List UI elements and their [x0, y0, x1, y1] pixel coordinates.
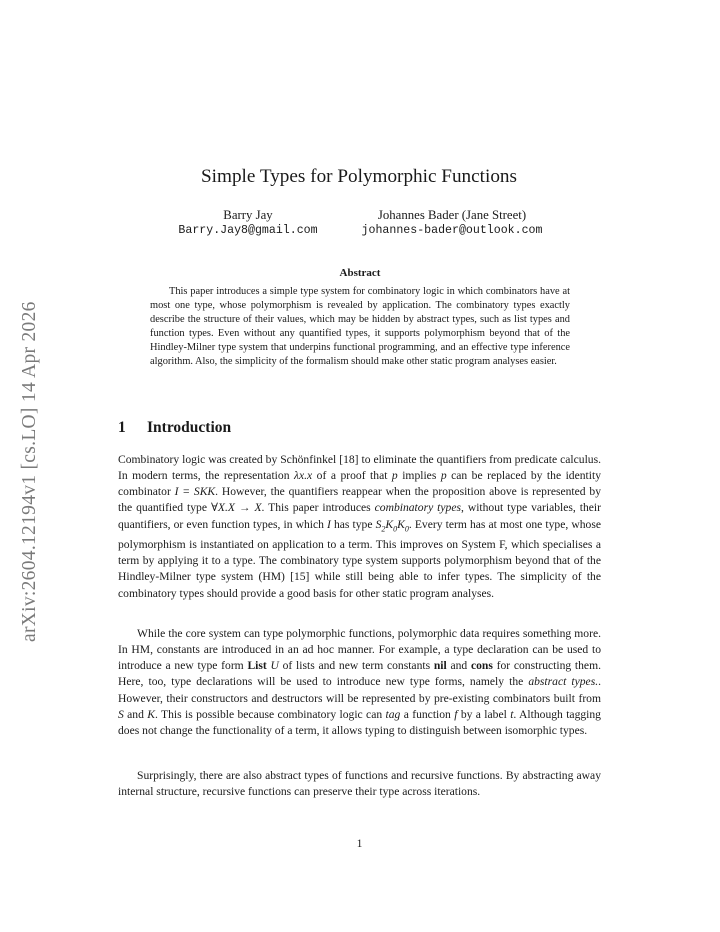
author-email: johannes-bader@outlook.com: [361, 224, 543, 237]
math-p: p: [391, 469, 398, 483]
text-run: has type: [330, 517, 376, 531]
text-run: a function: [400, 707, 455, 721]
text-run: by a label: [457, 707, 511, 721]
author-block-2: [352, 207, 552, 239]
math-lambda-term: λx.x: [293, 469, 313, 483]
text-run: . Every term has at most one type, whose polymorphism is instantiated on application to a term. This improves on System F, which specialises a term by applying it to a type. The combinatory type system supports polymorphism beyond that of the Hindley-Milner type system (HM) [15] while still being able to infer types. The simplicity of the combinatory types should provide a good basis for other static program analyses.: [118, 517, 601, 600]
text-run: for constructing them. Here, too, type declarations will be used to introduce new type forms, namely the: [118, 659, 601, 689]
math-quantified-type: ∀X.X → X: [210, 501, 262, 515]
intro-paragraph-2: [118, 626, 601, 739]
math-p: p: [440, 469, 447, 483]
bold-list: List: [247, 659, 267, 673]
arxiv-identifier: [19, 262, 49, 642]
page-number: 1: [356, 837, 363, 850]
math-S: S: [118, 707, 124, 721]
text-run: . This is possible because combinatory logic can: [155, 707, 386, 721]
math-I: I: [327, 517, 331, 531]
emphasis-combinatory-types: combinatory types: [374, 501, 461, 515]
text-run: and: [446, 659, 471, 673]
text-run: of a proof that: [312, 469, 392, 483]
bold-cons: cons: [470, 659, 493, 673]
author-name: Barry Jay: [223, 208, 273, 222]
math-f: f: [454, 707, 458, 721]
text-run: While the core system can type polymorphic functions, polymorphic data requires something more. In HM, constants are introduced in an ad hoc manner. For example, a type declaration can be used to introduce a new type form: [118, 627, 601, 673]
text-run: can be replaced by the identity combinator: [118, 469, 601, 499]
section-title: Introduction: [147, 419, 232, 436]
math-U: U: [270, 659, 279, 673]
math-type-expression: $S_2K_0K_0$: [375, 517, 409, 533]
math-t: t: [510, 707, 514, 721]
bold-nil: nil: [433, 659, 447, 673]
text-run: . This paper introduces: [261, 501, 375, 515]
author-name: Johannes Bader (Jane Street): [377, 208, 527, 222]
emphasis-abstract-types: abstract types.: [528, 675, 599, 689]
section-number: 1: [118, 419, 126, 436]
text-run: of lists and new term constants: [278, 659, 434, 673]
text-run: . However, their constructors and destructors will be represented by pre-existing combinators built from: [118, 675, 602, 705]
paper-title: Simple Types for Polymorphic Functions: [201, 166, 517, 187]
text-run: . However, the quantifiers reappear when the proposition above is represented by the quantified type: [118, 485, 601, 515]
abstract-text: This paper introduces a simple type system for combinatory logic in which combinators have at most one type, whose polymorphism is revealed by application. The combinatory types exactly describe the structure of their values, which may be hidden by abstract types, such as list types and function types. Even without any quantified types, it supports polymorphism beyond that of the Hindley-Milner type system that underpins functional programming, and an effective type inference algorithm. Also, the simplicity of the formalism should make other static program analyses easier.: [150, 286, 570, 367]
text-run: Combinatory logic was created by Schönfinkel [18] to eliminate the quantifiers from predicate calculus. In modern terms, the representation: [118, 453, 601, 483]
abstract-heading: Abstract: [339, 267, 381, 279]
intro-paragraph-3: Surprisingly, there are also abstract types of functions and recursive functions. By abstracting away internal structure, recursive functions can preserve their type across iterations.: [118, 769, 601, 799]
math-K: K: [147, 707, 155, 721]
text-run: and: [123, 707, 148, 721]
text-run: . Although tagging does not change the functionality of a term, it allows typing to distinguish between isomorphic types.: [118, 707, 601, 737]
author-block-1: [166, 207, 330, 239]
text-run: , without type variables, their quantifiers, or even function types, in which: [118, 501, 601, 531]
emphasis-tag: tag: [385, 707, 401, 721]
section-heading: [118, 419, 231, 437]
author-email: Barry.Jay8@gmail.com: [178, 224, 318, 237]
arxiv-identifier-text: arXiv:2604.12194v1 [cs.LO] 14 Apr 2026: [19, 301, 40, 642]
text-run: implies: [397, 469, 441, 483]
math-identity-combinator: I = SKK: [174, 485, 216, 499]
intro-paragraph-1: [118, 452, 601, 602]
